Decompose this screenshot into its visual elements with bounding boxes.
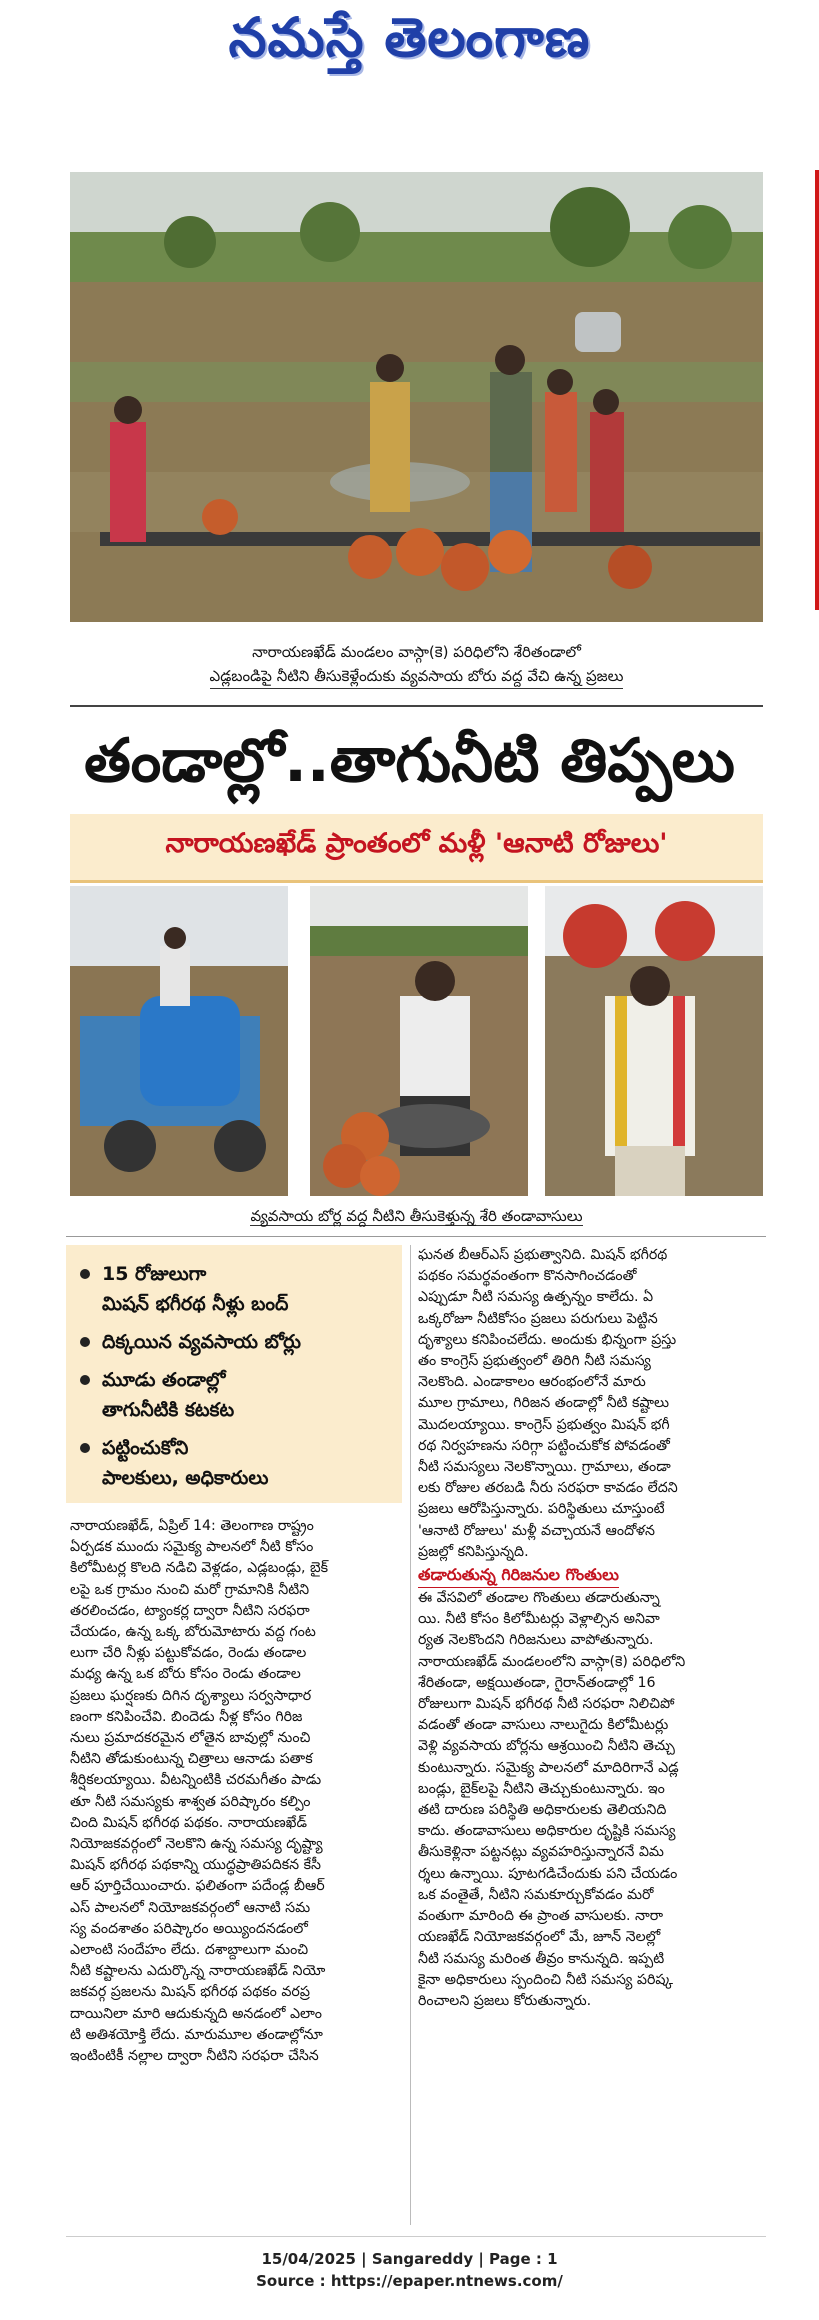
body-line: రించాలని ప్రజలు కోరుతున్నారు. bbox=[418, 1992, 592, 2009]
body-line: తీసుకెళ్లినా పట్టనట్లు వ్యవహరిస్తున్నారనే విమ bbox=[418, 1844, 664, 1861]
body-line: యణఖేడ్ నియోజకవర్గంలో మే, జూన్ నెలల్లో bbox=[418, 1929, 661, 1946]
body-line: ఘనత బీఆర్ఎస్ ప్రభుత్వానిది. మిషన్ భగీరథ bbox=[418, 1247, 668, 1263]
body-line: ర్యత నెలకొందని గిరిజనులు వాపోతున్నారు. bbox=[418, 1632, 654, 1649]
body-line: మొదలయ్యాయి. కాంగ్రెస్ ప్రభుత్వం మిషన్ భగీ bbox=[418, 1416, 670, 1433]
main-photo-image bbox=[70, 172, 763, 622]
pots-photo-image bbox=[545, 886, 763, 1196]
body-line: వెళ్లి వ్యవసాయ బోర్లను ఆశ్రయించి నీటిని తెచ్చు bbox=[418, 1738, 675, 1755]
bullet-icon bbox=[80, 1443, 90, 1453]
body-top-rule bbox=[66, 1236, 766, 1237]
body-line: దృశ్యాలు కనిపించలేదు. అందుకు భిన్నంగా ప్రస్తు bbox=[418, 1331, 677, 1348]
body-line: రోజులుగా మిషన్ భగీరథ నీటి సరఫరా నిలిచిపో bbox=[418, 1696, 675, 1713]
body-line: యి. నీటి కోసం కిలోమీటర్లు వెళ్లాల్సిన అనివా bbox=[418, 1611, 660, 1628]
body-line: నెలకొంది. ఎండాకాలం ఆరంభంలోనే మారు bbox=[418, 1374, 646, 1391]
body-line: ఈ వేసవిలో తండాల గొంతులు తడారుతున్నా bbox=[418, 1590, 660, 1607]
column-divider bbox=[410, 1245, 411, 2225]
body-line: ణంగా కనిపించేవి. బిందెడు నీళ్ల కోసం గిరిజ bbox=[70, 1708, 303, 1725]
highlight-item bbox=[80, 1327, 390, 1357]
highlight-line: దిక్కయిన వ్యవసాయ బోర్లు bbox=[102, 1331, 301, 1353]
body-line: పథకం సమర్థవంతంగా కొనసాగించడంతో bbox=[418, 1268, 637, 1285]
body-line: నియోజకవర్గంలో నెలకొని ఉన్న సమస్య దృష్ట్యా bbox=[70, 1836, 323, 1853]
body-line: నీటిని తోడుకుంటున్న చిత్రాలు ఆనాడు పతాక bbox=[70, 1751, 313, 1768]
highlight-item bbox=[80, 1365, 390, 1425]
body-line: లుగా చేరి నీళ్లు పట్టుకోవడం, రెండు తండాల bbox=[70, 1645, 307, 1662]
article-left-column bbox=[70, 1516, 402, 2067]
body-line: తటి దారుణ పరిస్థితి అధికారులకు తెలియనిది bbox=[418, 1802, 667, 1819]
body-line: తరలించడం, ట్యాంకర్ల ద్వారా నీటిని సరఫరా bbox=[70, 1602, 310, 1619]
body-line: మూల గ్రామాలు, గిరిజన తండాల్లో నీటి కష్టాలు bbox=[418, 1395, 669, 1412]
body-line: కైనా అధికారులు స్పందించి నీటి సమస్య పరిష్క bbox=[418, 1971, 674, 1988]
body-line: ప్రజల్లో కనిపిస్తున్నది. bbox=[418, 1543, 529, 1560]
body-line: ఒక్కరోజూ నీటికోసం ప్రజలు పరుగులు పెట్టిన bbox=[418, 1310, 658, 1327]
body-line: వడంతో తండా వాసులు నాలుగైదు కిలోమీటర్లు bbox=[418, 1717, 669, 1734]
body-line: ఏర్పడక ముందు సమైక్య పాలనలో నీటి కోసం bbox=[70, 1539, 314, 1556]
body-line: నీటి సమస్య మరింత తీవ్రం కానున్నది. ఇప్పటి bbox=[418, 1950, 665, 1967]
headline: తండాల్లో..తాగునీటి తిప్పలు bbox=[84, 726, 735, 796]
body-line: దాయినిలా మారి ఆదుకున్నది అనడంలో ఎలాం bbox=[70, 2005, 322, 2022]
body-line: రథ నిర్వహణను సరిగ్గా పట్టించుకోక పోవడంతో bbox=[418, 1437, 670, 1454]
body-line: నీటి సమస్యలు నెలకొన్నాయి. గ్రామాలు, తండా bbox=[418, 1459, 671, 1476]
subheadline-text: నారాయణఖేడ్ ప్రాంతంలో మళ్లీ 'ఆనాటి రోజులు' bbox=[165, 828, 668, 859]
photo-bike bbox=[310, 886, 528, 1196]
body-line: టి అతిశయోక్తి లేదు. మారుమూల తండాల్లోనూ bbox=[70, 2026, 323, 2043]
photo-tractor bbox=[70, 886, 288, 1196]
masthead bbox=[0, 0, 819, 88]
body-line: తం కాంగ్రెస్ ప్రభుత్వంలో తిరిగి నీటి సమస్య bbox=[418, 1353, 651, 1370]
footer-rule bbox=[66, 2236, 766, 2237]
footer-date-line: 15/04/2025 | Sangareddy | Page : 1 bbox=[261, 2250, 558, 2268]
highlight-line: పాలకులు, అధికారులు bbox=[102, 1467, 269, 1489]
body-line: ర్శలు ఉన్నాయి. పూటగడిచేందుకు పని చేయడం bbox=[418, 1865, 678, 1882]
body-line: కాదు. తండావాసులు అధికారుల దృష్టికి సమస్య bbox=[418, 1823, 676, 1840]
body-line: లకు రోజుల తరబడి నీరు సరఫరా కావడం లేదని bbox=[418, 1480, 678, 1497]
accent-divider bbox=[815, 170, 819, 610]
body-line: కిలోమీటర్ల కొలది నడిచి వెళ్లడం, ఎడ్లబండ్లు, బైక్ bbox=[70, 1560, 329, 1577]
body-line: 'ఆనాటి రోజులు' మళ్లీ వచ్చాయనే ఆందోళన bbox=[418, 1522, 655, 1539]
bullet-icon bbox=[80, 1337, 90, 1347]
caption-line-2: ఎడ్లబండిపై నీటిని తీసుకెళ్లేందుకు వ్యవసాయ బోరు వద్ద వేచి ఉన్న ప్రజలు bbox=[210, 664, 624, 689]
highlights-box bbox=[66, 1245, 402, 1503]
body-line: ప్రజలు ఘర్షణకు దిగిన దృశ్యాలు సర్వసాధార bbox=[70, 1687, 312, 1704]
footer-source-line: Source : https://epaper.ntnews.com/ bbox=[256, 2272, 563, 2290]
body-line: ఇంటింటికీ నల్లాల ద్వారా నీటిని సరఫరా చేసిన bbox=[70, 2048, 319, 2065]
body-line: చింది మిషన్ భగీరథ పథకం. నారాయణఖేడ్ bbox=[70, 1814, 307, 1831]
highlight-item bbox=[80, 1259, 390, 1319]
photos-caption bbox=[70, 1204, 763, 1228]
bullet-icon bbox=[80, 1375, 90, 1385]
body-line: చేయడం, ఉన్న ఒక్క బోరుమోటారు వద్ద గంట bbox=[70, 1624, 316, 1641]
body-line: నులు ప్రమాదకరమైన లోతైన బావుల్లో నుంచి bbox=[70, 1730, 311, 1747]
body-line: నారాయణఖేడ్ మండలంలోని వాస్గా(కె) పరిధిలోని bbox=[418, 1653, 686, 1670]
body-line: తూ నీటి సమస్యకు శాశ్వత పరిష్కారం కల్పిం bbox=[70, 1793, 311, 1810]
body-line: మధ్య ఉన్న ఒక బోరు కోసం రెండు తండాల bbox=[70, 1666, 301, 1683]
subheadline bbox=[70, 814, 763, 883]
highlight-line: 15 రోజులుగా bbox=[102, 1263, 207, 1285]
headline-top-rule bbox=[70, 705, 763, 707]
footer bbox=[0, 2250, 819, 2290]
photo-pots bbox=[545, 886, 763, 1196]
body-line: శీర్షికలయ్యాయి. వీటన్నింటికి చరమగీతం పాడు bbox=[70, 1772, 322, 1789]
caption-line-1: నారాయణఖేడ్ మండలం వాస్గా(కె) పరిధిలోని శేరితండాలో bbox=[252, 643, 581, 661]
highlight-line: పట్టించుకోని bbox=[102, 1437, 189, 1459]
body-line: బండ్లు, బైక్‌లపై నీటిని తెచ్చుకుంటున్నారు. ఇం bbox=[418, 1780, 665, 1797]
body-line: నీటి కష్టాలను ఎదుర్కొన్న నారాయణఖేడ్ నియో bbox=[70, 1963, 326, 1980]
body-line: లపై ఒక గ్రామం నుంచి మరో గ్రామానికి నీటిని bbox=[70, 1581, 310, 1598]
body-line: నారాయణఖేడ్, ఏప్రిల్ 14: తెలంగాణ రాష్ట్రం bbox=[70, 1518, 314, 1534]
main-photo bbox=[70, 172, 763, 622]
highlight-line: తాగునీటికి కటకట bbox=[102, 1399, 235, 1421]
body-line: ఎలాంటి సందేహం లేదు. దశాబ్దాలుగా మంచి bbox=[70, 1942, 309, 1959]
bike-photo-image bbox=[310, 886, 528, 1196]
photos-caption-text: వ్యవసాయ బోర్ల వద్ద నీటిని తీసుకెళ్తున్న శేరి తండావాసులు bbox=[250, 1207, 583, 1225]
body-line: వంతుగా మారింది ఈ ప్రాంత వాసులకు. నారా bbox=[418, 1908, 664, 1925]
body-line: మిషన్ భగీరథ పథకాన్ని యుద్ధప్రాతిపదికన కేసీ bbox=[70, 1857, 321, 1874]
body-line: ఎప్పుడూ నీటి సమస్య ఉత్పన్నం కాలేదు. ఏ bbox=[418, 1289, 654, 1306]
body-line: జకవర్గ ప్రజలను మిషన్ భగీరథ పథకం వరప్ర bbox=[70, 1984, 310, 2001]
body-line: ఒక వంతైతే, నీటిని సమకూర్చుకోవడం మరో bbox=[418, 1886, 654, 1903]
highlight-line: మూడు తండాల్లో bbox=[102, 1369, 226, 1391]
main-photo-caption bbox=[70, 640, 763, 689]
highlight-line: మిషన్ భగీరథ నీళ్లు బంద్ bbox=[102, 1293, 289, 1315]
newspaper-title: నమస్తే తెలంగాణ bbox=[228, 5, 591, 69]
section-subheading: తడారుతున్న గిరిజనుల గొంతులు bbox=[418, 1563, 619, 1588]
bullet-icon bbox=[80, 1269, 90, 1279]
tractor-photo-image bbox=[70, 886, 288, 1196]
body-line: స్య వందశాతం పరిష్కారం అయ్యిందనడంలో bbox=[70, 1920, 308, 1937]
body-line: ప్రజలు ఆరోపిస్తున్నారు. పరిస్థితులు చూస్తుంటే bbox=[418, 1501, 665, 1518]
body-line: ఎస్ పాలనలో నియోజకవర్గంలో ఆనాటి సమ bbox=[70, 1899, 311, 1916]
article-right-column bbox=[418, 1245, 763, 2012]
body-line: ఆర్ పూర్తిచేయించారు. ఫలితంగా పదేండ్ల బీఆర్ bbox=[70, 1878, 325, 1895]
body-line: కుంటున్నారు. సమైక్య పాలనలో మాదిరిగానే ఎడ్ల bbox=[418, 1759, 679, 1776]
highlight-item bbox=[80, 1433, 390, 1493]
body-line: శేరితండా, అక్షయితండా, గైరాన్‌తండాల్లో 16 bbox=[418, 1674, 656, 1691]
